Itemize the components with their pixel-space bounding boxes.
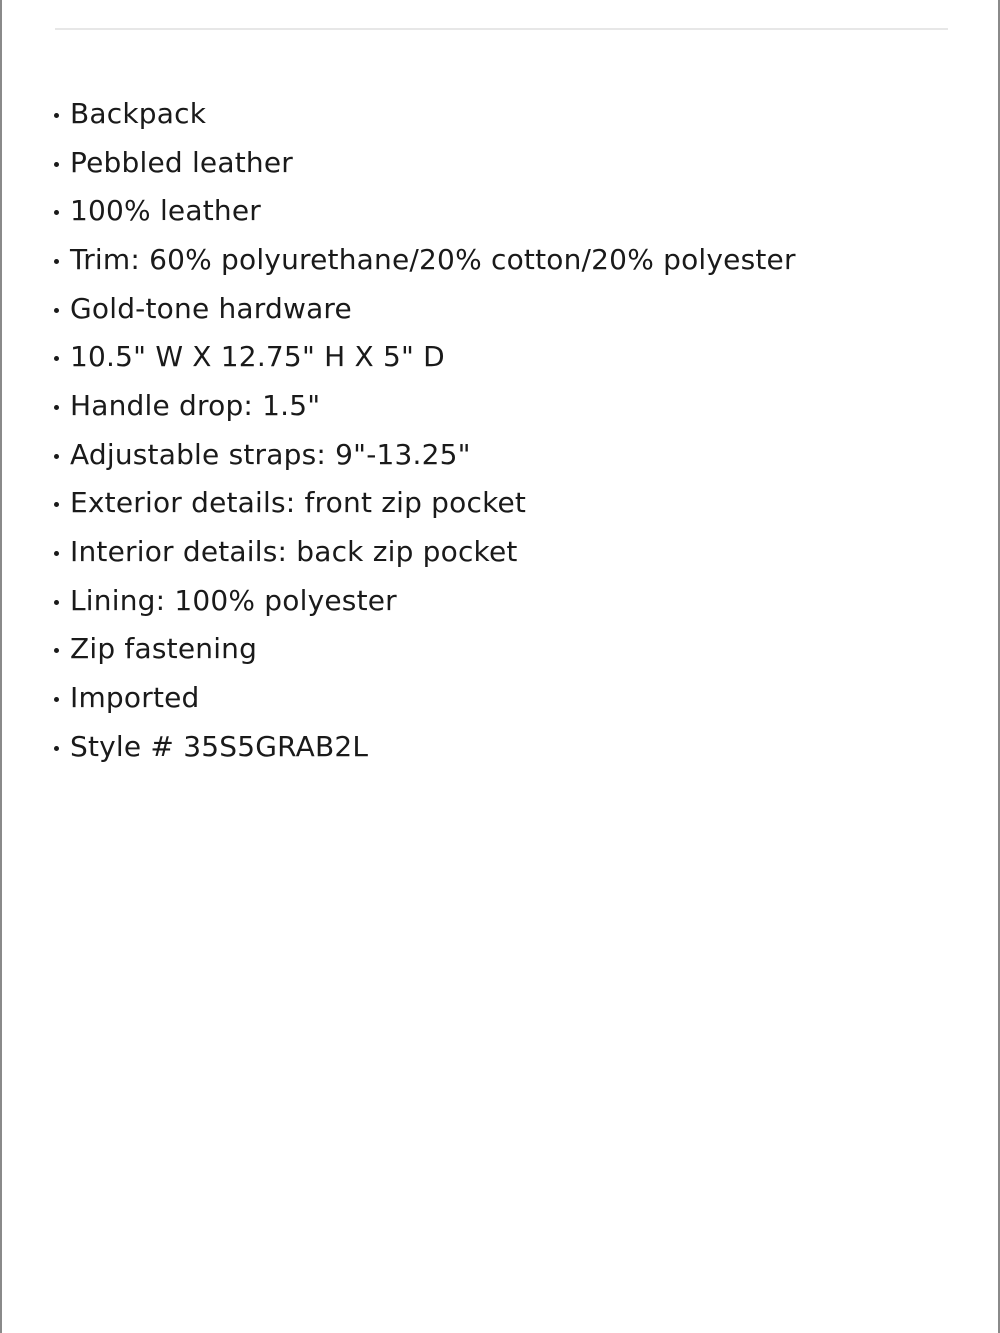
bullet-icon — [54, 697, 59, 702]
bullet-icon — [54, 746, 59, 751]
bullet-icon — [54, 210, 59, 215]
detail-text: Backpack — [70, 96, 207, 130]
list-item — [54, 186, 796, 235]
section-divider — [55, 28, 948, 30]
bullet-icon — [54, 502, 59, 507]
bullet-icon — [54, 454, 59, 459]
detail-text: Exterior details: front zip pocket — [70, 486, 527, 520]
detail-text: Imported — [70, 681, 200, 715]
list-item — [54, 284, 796, 333]
list-item — [54, 235, 796, 284]
bullet-icon — [54, 600, 59, 605]
detail-text: Lining: 100% polyester — [70, 583, 397, 617]
detail-text: Style # 35S5GRAB2L — [70, 729, 369, 763]
list-item — [54, 673, 796, 722]
list-item — [54, 576, 796, 625]
detail-text: 10.5" W X 12.75" H X 5" D — [70, 340, 445, 374]
list-item — [54, 89, 796, 138]
bullet-icon — [54, 113, 59, 118]
bullet-icon — [54, 259, 59, 264]
detail-text: Adjustable straps: 9"-13.25" — [70, 437, 471, 471]
list-item — [54, 381, 796, 430]
detail-text: Pebbled leather — [70, 145, 293, 179]
detail-text: Interior details: back zip pocket — [70, 535, 518, 569]
bullet-icon — [54, 308, 59, 313]
list-item — [54, 332, 796, 381]
list-item — [54, 138, 796, 187]
detail-text: Gold-tone hardware — [70, 291, 352, 325]
bullet-icon — [54, 356, 59, 361]
detail-text: Zip fastening — [70, 632, 258, 666]
list-item — [54, 527, 796, 576]
list-item — [54, 479, 796, 528]
bullet-icon — [54, 551, 59, 556]
detail-text: 100% leather — [70, 194, 261, 228]
list-item — [54, 430, 796, 479]
list-item — [54, 722, 796, 771]
list-item — [54, 625, 796, 674]
bullet-icon — [54, 648, 59, 653]
product-details-list — [54, 89, 796, 771]
detail-text: Handle drop: 1.5" — [70, 388, 321, 422]
detail-text: Trim: 60% polyurethane/20% cotton/20% polyester — [70, 242, 796, 276]
bullet-icon — [54, 162, 59, 167]
bullet-icon — [54, 405, 59, 410]
